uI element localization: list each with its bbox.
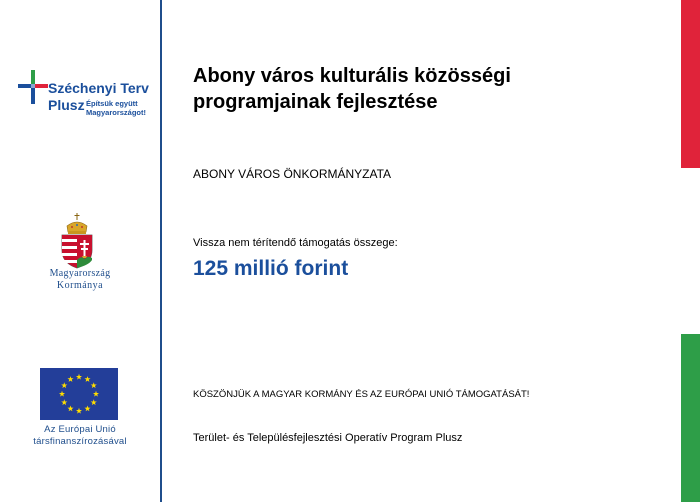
eu-text-line2: társfinanszírozásával — [33, 435, 127, 447]
program-name: Terület- és Településfejlesztési Operatív Program Plusz — [193, 432, 463, 444]
project-title-line2: programjainak fejlesztése — [193, 91, 438, 113]
szechenyi-tagline-line2: Magyarországot! — [86, 108, 147, 117]
government-name-line1: Magyarország — [49, 268, 111, 279]
coat-of-arms-icon — [59, 212, 95, 270]
szechenyi-terv-logo — [18, 70, 153, 125]
project-title — [193, 63, 663, 115]
szechenyi-tagline — [86, 99, 156, 117]
government-name — [40, 268, 120, 292]
eu-cofinancing-text — [20, 424, 140, 447]
eu-flag-icon — [40, 368, 118, 420]
beneficiary-name: ABONY VÁROS ÖNKORMÁNYZATA — [193, 167, 392, 181]
government-name-line2: Kormánya — [56, 280, 104, 291]
eu-text-line1: Az Európai Unió — [44, 424, 116, 435]
grant-label: Vissza nem térítendő támogatás összege: — [193, 237, 398, 249]
grant-amount: 125 millió forint — [193, 257, 349, 280]
flag-red-stripe — [681, 0, 700, 168]
szechenyi-plus: Plusz — [48, 97, 85, 113]
thanks-text: KÖSZÖNJÜK A MAGYAR KORMÁNY ÉS AZ EURÓPAI UNIÓ TÁMOGATÁSÁT! — [193, 389, 530, 400]
project-title-line1: Abony város kulturális közösségi — [193, 65, 511, 87]
szechenyi-tagline-line1: Építsük együtt — [86, 99, 138, 108]
szechenyi-title: Széchenyi Terv — [48, 80, 149, 96]
sidebar-divider — [160, 0, 162, 502]
szechenyi-cross-icon — [18, 70, 48, 106]
flag-green-stripe — [681, 334, 700, 502]
